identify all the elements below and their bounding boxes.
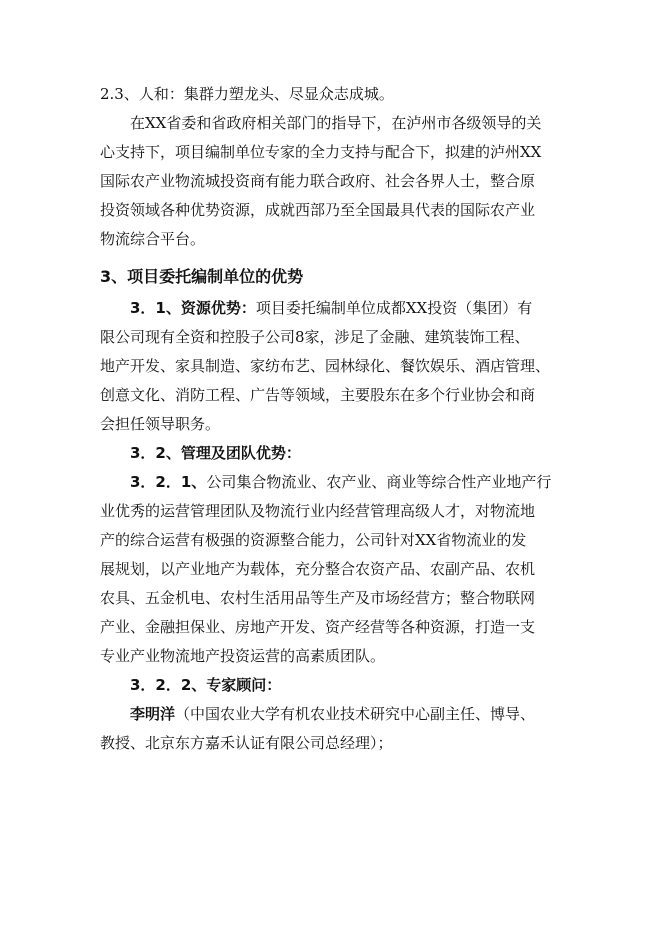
paragraph-line: 农具、五金机电、农村生活用品等生产及市场经营方；整合物联网 xyxy=(100,589,536,607)
paragraph-line: 在XX省委和省政府相关部门的指导下，在泸州市各级领导的关 xyxy=(130,114,542,132)
paragraph-line: 限公司现有全资和控股子公司8家，涉足了金融、建筑装饰工程、 xyxy=(100,328,530,346)
subsection-label-3-2-1: 3．2．1、 xyxy=(130,473,207,491)
paragraph-line: 业优秀的运营管理团队及物流行业内经营管理高级人才，对物流地 xyxy=(100,502,536,520)
paragraph-line: 心支持下，项目编制单位专家的全力支持与配合下，拟建的泸州XX xyxy=(100,143,542,161)
paragraph-line: 地产开发、家具制造、家纺布艺、园林绿化、餐饮娱乐、酒店管理、 xyxy=(100,357,551,375)
section-heading-3: 3、项目委托编制单位的优势 xyxy=(100,267,304,286)
paragraph-line: 展规划，以产业地产为载体，充分整合农资产品、农副产品、农机 xyxy=(100,560,536,578)
subsection-label-3-2: 3．2、管理及团队优势： xyxy=(130,444,301,462)
paragraph-line xyxy=(100,468,560,497)
paragraph-line: 物流综合平台。 xyxy=(100,230,206,248)
paragraph-text: 公司集合物流业、农产业、商业等综合性产业地产行 xyxy=(206,473,552,491)
subsection-label-3-2-2: 3．2．2、专家顾问： xyxy=(130,676,282,694)
paragraph-text: 项目委托编制单位成都XX投资（集团）有 xyxy=(255,299,533,317)
paragraph-line xyxy=(100,700,560,729)
paragraph-line: 教授、北京东方嘉禾认证有限公司总经理）； xyxy=(100,734,393,752)
subsection-label-3-1: 3．1、资源优势： xyxy=(130,299,256,317)
paragraph-text: （中国农业大学有机农业技术研究中心副主任、博导、 xyxy=(175,705,536,723)
paragraph-line: 创意文化、消防工程、广告等领域，主要股东在多个行业协会和商 xyxy=(100,386,536,404)
paragraph-line: 产业、金融担保业、房地产开发、资产经营等各种资源，打造一支 xyxy=(100,618,536,636)
paragraph-line: 投资领域各种优势资源，成就西部乃至全国最具代表的国际农产业 xyxy=(100,201,536,219)
paragraph-line: 专业产业物流地产投资运营的高素质团队。 xyxy=(100,647,386,665)
person-name: 李明洋 xyxy=(130,705,176,723)
paragraph-line: 国际农产业物流城投资商有能力联合政府、社会各界人士，整合原 xyxy=(100,172,536,190)
paragraph-line: 产的综合运营有极强的资源整合能力，公司针对XX省物流业的发 xyxy=(100,531,527,549)
paragraph-line: 会担任领导职务。 xyxy=(100,415,221,433)
document-page xyxy=(100,80,560,758)
subsection-title-2-3: 2.3、人和：集群力塑龙头、尽显众志成城。 xyxy=(100,85,394,103)
paragraph-line xyxy=(100,294,560,323)
